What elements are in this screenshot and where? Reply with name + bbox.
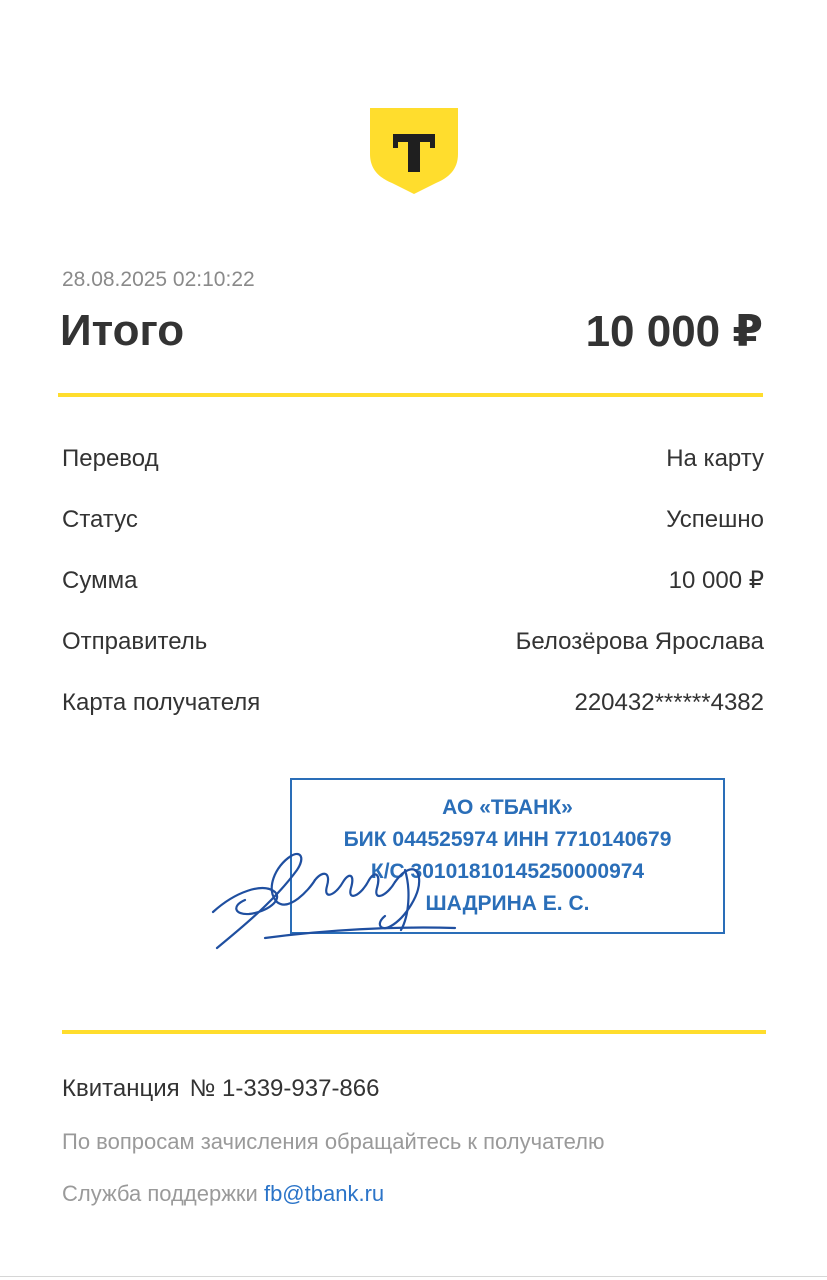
detail-label: Статус bbox=[62, 505, 138, 533]
details-list bbox=[62, 428, 764, 733]
detail-row-status bbox=[62, 489, 764, 550]
receipt-number-line bbox=[62, 1075, 379, 1103]
detail-value: 10 000 ₽ bbox=[668, 567, 764, 594]
detail-row-sender bbox=[62, 611, 764, 672]
detail-value: 220432******4382 bbox=[574, 688, 764, 716]
detail-label: Сумма bbox=[62, 566, 138, 594]
detail-row-recipient-card bbox=[62, 672, 764, 733]
stamp-area bbox=[205, 770, 735, 960]
detail-value: Белозёрова Ярослава bbox=[515, 627, 764, 655]
tbank-logo bbox=[370, 108, 458, 196]
stamp-line-company: АО «ТБАНК» bbox=[442, 796, 573, 819]
recipient-hint: По вопросам зачисления обращайтесь к получателю bbox=[62, 1129, 605, 1154]
total-amount: 10 000 ₽ bbox=[585, 307, 763, 356]
stamp-line-bik-inn: БИК 044525974 ИНН 7710140679 bbox=[343, 828, 672, 851]
receipt-number: № 1-339-937-866 bbox=[189, 1075, 380, 1102]
detail-row-amount bbox=[62, 550, 764, 611]
detail-value: Успешно bbox=[666, 505, 764, 533]
divider-bottom bbox=[62, 1030, 766, 1034]
signature bbox=[205, 830, 465, 960]
stamp-line-account: К/С 30101810145250000974 bbox=[370, 860, 645, 883]
support-email-link[interactable]: fb@tbank.ru bbox=[263, 1181, 385, 1206]
receipt-label: Квитанция bbox=[62, 1075, 180, 1102]
bottom-divider bbox=[0, 1276, 827, 1277]
detail-value: На карту bbox=[666, 444, 764, 472]
divider-top bbox=[58, 393, 763, 397]
detail-row-transfer bbox=[62, 428, 764, 489]
total-label: Итого bbox=[60, 306, 185, 355]
support-label: Служба поддержки bbox=[62, 1181, 258, 1206]
detail-label: Перевод bbox=[62, 444, 159, 472]
stamp-line-signatory: ШАДРИНА Е. С. bbox=[425, 892, 590, 915]
transaction-datetime: 28.08.2025 02:10:22 bbox=[62, 268, 255, 291]
support-line bbox=[62, 1181, 384, 1207]
detail-label: Карта получателя bbox=[62, 688, 261, 716]
detail-label: Отправитель bbox=[62, 627, 208, 655]
